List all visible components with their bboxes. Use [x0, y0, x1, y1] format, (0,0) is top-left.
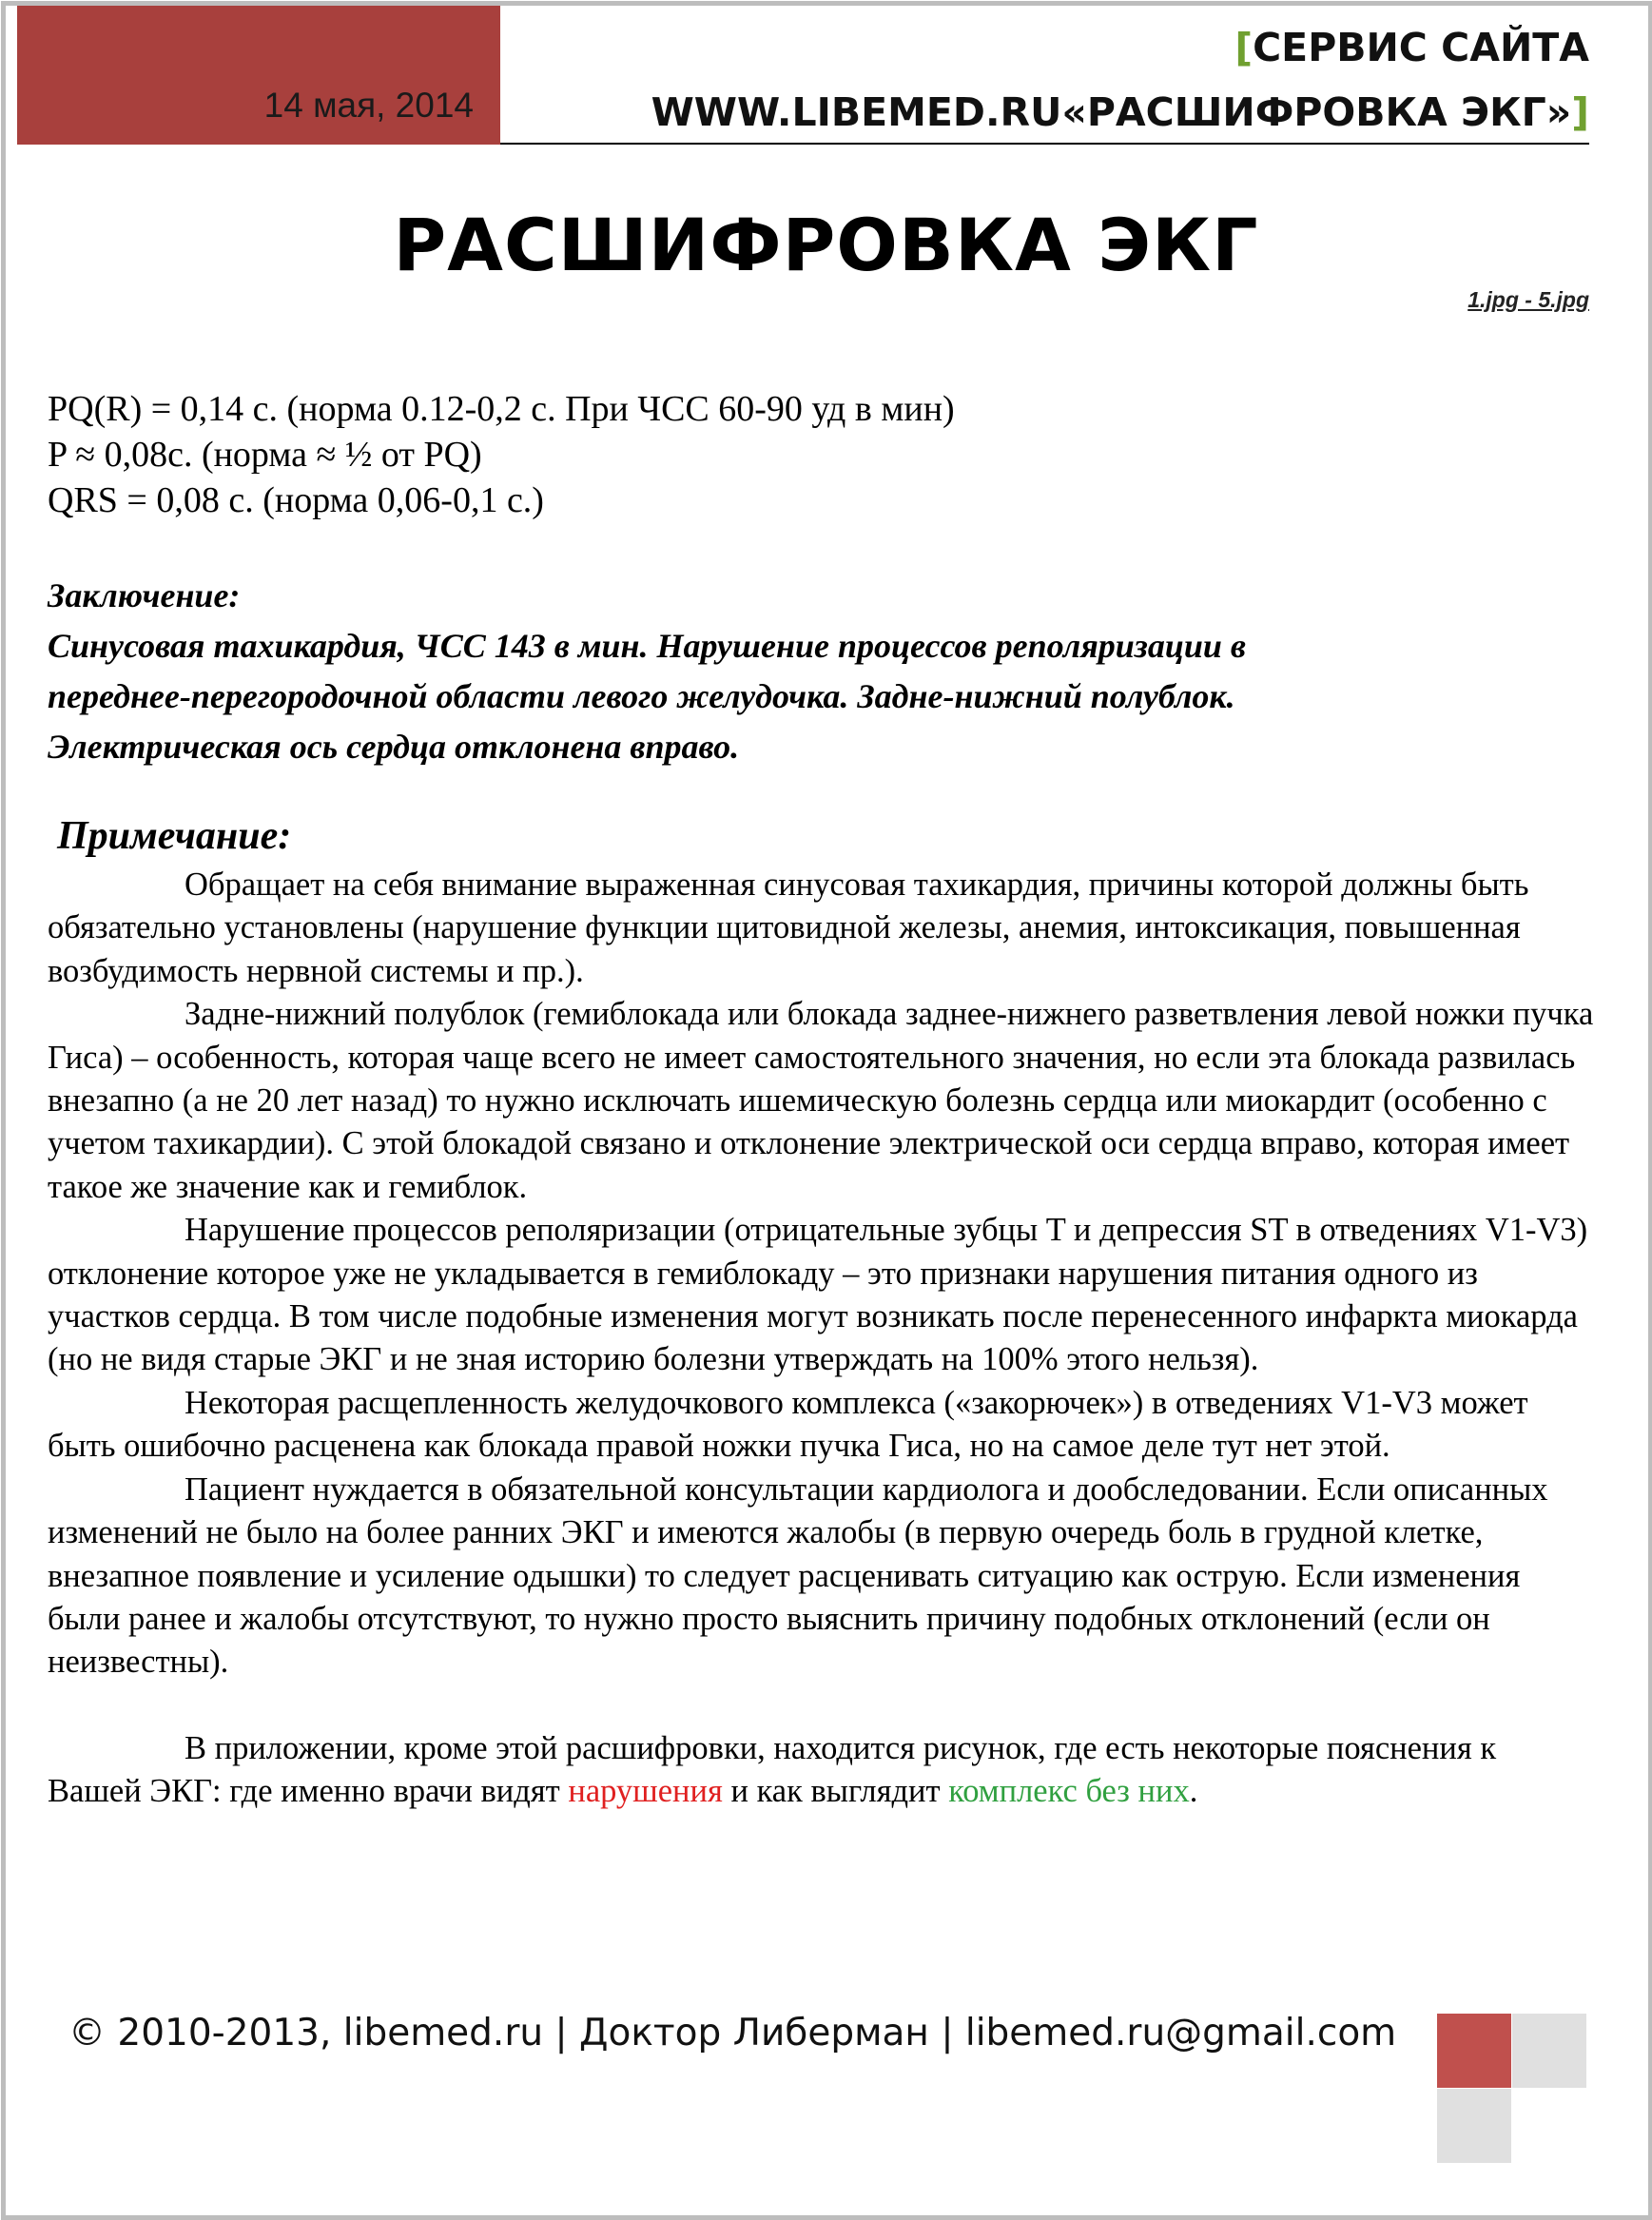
conclusion-block — [48, 571, 1617, 772]
note-paragraph: Некоторая расщепленность желудочкового комплекса («закорючек») в отведениях V1-V3 может быть ошибочно расценена как блокада правой ножки пучка Гиса, но на самое деле тут нет этой. — [48, 1384, 1528, 1465]
measurement-qrs: QRS = 0,08 с. (норма 0,06-0,1 с.) — [48, 480, 544, 520]
decor-square-gray — [1512, 2014, 1586, 2088]
page-title: РАСШИФРОВКА ЭКГ — [393, 203, 1259, 287]
image-reference-link[interactable]: 1.jpg - 5.jpg — [1467, 287, 1589, 312]
date-banner — [17, 6, 500, 145]
appendix-paragraph — [48, 1727, 1598, 1814]
bracket-open: [ — [1234, 25, 1254, 70]
decor-square-red — [1437, 2014, 1511, 2088]
measurement-pq: PQ(R) = 0,14 с. (норма 0.12-0,2 с. При ЧСС 60-90 уд в мин) — [48, 389, 955, 429]
note-paragraph: Задне-нижний полублок (гемиблокада или блокада заднее-нижнего разветвления левой ножки пучка Гиса) – особенность, которая чаще всего не имеет самостоятельного значения, но если эта блокада развилась внезапно (а не 20 лет назад) то нужно исключать ишемическую болезнь сердца или миокардит (особенно с учетом тахикардии). С этой блокадой связано и отклонение электрической оси сердца вправо, которая имеет такое же значение как и гемиблок. — [48, 996, 1594, 1205]
decor-square-gray — [1437, 2089, 1511, 2163]
measurements-block — [48, 386, 955, 523]
service-line-2: WWW.LIBEMED.RU«РАСШИФРОВКА ЭКГ» — [651, 89, 1572, 135]
note-paragraph: Пациент нуждается в обязательной консультации кардиолога и дообследовании. Если описанных изменений не было на более ранних ЭКГ и имеются жалобы (в первую очередь боль в грудной клетке, внезапное появление и усиление одышки) то следует расценивать ситуацию как острую. Если изменения были ранее и жалобы отсутствуют, то нужно просто выяснить причину подобных отклонений (если он неизвестны). — [48, 1470, 1548, 1681]
header-date: 14 мая, 2014 — [263, 86, 474, 125]
note-body — [48, 864, 1598, 1814]
note-paragraph: Нарушение процессов реполяризации (отрицательные зубцы T и депрессия ST в отведениях V1-V3) отклонение которое уже не укладывается в гемиблокаду – это признаки нарушения питания одного из участков сердца. В том числе подобные изменения могут возникать после перенесенного инфаркта миокарда (но не видя старые ЭКГ и не зная историю болезни утверждать на 100% этого нельзя). — [48, 1212, 1588, 1378]
bracket-close: ] — [1571, 89, 1589, 135]
conclusion-line: переднее-перегородочной области левого желудочка. Задне-нижний полублок. — [48, 677, 1235, 715]
conclusion-line: Электрическая ось сердца отклонена вправо. — [48, 728, 740, 766]
note-heading: Примечание: — [57, 814, 292, 858]
violations-highlight: нарушения — [568, 1773, 723, 1810]
measurement-p: P ≈ 0,08с. (норма ≈ ½ от PQ) — [48, 435, 482, 475]
appendix-text: . — [1189, 1773, 1198, 1810]
normal-complex-highlight: комплекс без них — [948, 1773, 1190, 1810]
footer-copyright: © 2010-2013, libemed.ru | Доктор Либерман | libemed.ru@gmail.com — [68, 2012, 1397, 2054]
appendix-text: В приложении, кроме этой расшифровки, находится рисунок, где есть некоторые пояснения к Вашей ЭКГ: где именно врачи видят — [48, 1729, 1497, 1810]
conclusion-line: Синусовая тахикардия, ЧСС 143 в мин. Нарушение процессов реполяризации в — [48, 627, 1246, 665]
appendix-text: и как выглядит — [722, 1773, 949, 1810]
note-paragraph: Обращает на себя внимание выраженная синусовая тахикардия, причины которой должны быть обязательно установлены (нарушение функции щитовидной железы, анемия, интоксикация, повышенная возбудимость нервной системы и пр.). — [48, 867, 1529, 989]
service-heading — [651, 15, 1589, 145]
conclusion-heading: Заключение: — [48, 576, 241, 614]
service-line-1: СЕРВИС САЙТА — [1253, 25, 1589, 70]
